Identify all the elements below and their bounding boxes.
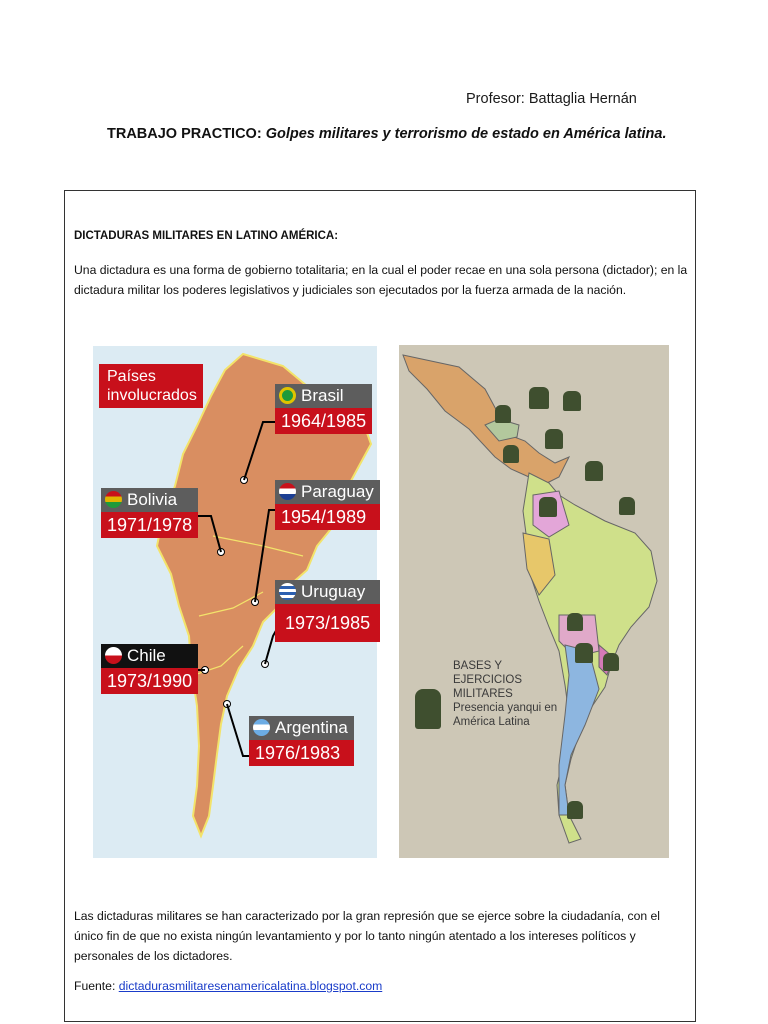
caption-line: América Latina xyxy=(453,716,530,728)
latin-america-bases-map-graphic xyxy=(399,345,669,858)
map-title-text: Países involucrados xyxy=(107,368,197,404)
country-name: Chile xyxy=(101,644,198,668)
country-chile xyxy=(101,644,198,694)
caption-line: BASES Y EJERCICIOS xyxy=(453,660,523,686)
source-label: Fuente: xyxy=(74,979,116,993)
us-bases-map xyxy=(399,345,669,858)
country-uruguay xyxy=(275,580,380,642)
uruguay-flag-icon xyxy=(279,583,296,600)
country-years: 1971/1978 xyxy=(101,512,198,538)
assignment-topic: Golpes militares y terrorismo de estado en América latina. xyxy=(265,126,667,142)
country-paraguay xyxy=(275,480,380,530)
country-name: Bolivia xyxy=(101,488,198,512)
professor-name: Profesor: Battaglia Hernán xyxy=(466,91,637,107)
soldier-icon xyxy=(567,613,583,631)
section-heading: DICTADURAS MILITARES EN LATINO AMÉRICA: xyxy=(74,230,339,242)
source-line xyxy=(74,979,382,993)
dictatorships-map xyxy=(93,346,377,858)
caption-line: MILITARES xyxy=(453,688,513,700)
soldier-icon xyxy=(567,801,583,819)
soldier-legend-icon xyxy=(415,689,441,729)
country-name: Argentina xyxy=(249,716,354,740)
soldier-icon xyxy=(529,387,549,409)
country-years: 1973/1990 xyxy=(101,668,198,694)
intro-paragraph: Una dictadura es una forma de gobierno totalitaria; en la cual el poder recae en una sola persona (dictador); en la dictadura militar los poderes legislativos y judiciales son ejecutados por la fuerza armada de la nación. xyxy=(74,263,688,297)
soldier-icon xyxy=(503,445,519,463)
bolivia-flag-icon xyxy=(105,491,122,508)
country-name: Paraguay xyxy=(275,480,380,504)
paraguay-flag-icon xyxy=(279,483,296,500)
country-argentina xyxy=(249,716,354,766)
brazil-flag-icon xyxy=(279,387,296,404)
soldier-icon xyxy=(563,391,581,411)
assignment-title xyxy=(107,124,667,144)
soldier-icon xyxy=(575,643,593,663)
assignment-label: TRABAJO PRACTICO: xyxy=(107,126,262,142)
soldier-icon xyxy=(539,497,557,517)
soldier-icon xyxy=(619,497,635,515)
country-brasil xyxy=(275,384,372,434)
soldier-icon xyxy=(585,461,603,481)
country-years: 1954/1989 xyxy=(275,504,380,530)
map-title xyxy=(99,364,203,408)
country-name: Uruguay xyxy=(275,580,380,604)
country-years: 1976/1983 xyxy=(249,740,354,766)
country-bolivia xyxy=(101,488,198,538)
caption-line: Presencia yanqui en xyxy=(453,702,558,714)
country-name: Brasil xyxy=(275,384,372,408)
conclusion-paragraph: Las dictaduras militares se han caracterizado por la gran represión que se ejerce sobre la ciudadanía, con el único fin de que no exista ningún levantamiento y por lo tanto ningún atentado a los intereses políticos y personales de los dictadores. xyxy=(74,909,661,963)
argentina-flag-icon xyxy=(253,719,270,736)
soldier-icon xyxy=(495,405,511,423)
soldier-icon xyxy=(603,653,619,671)
chile-flag-icon xyxy=(105,647,122,664)
country-years: 1973/1985 xyxy=(275,604,380,642)
source-link[interactable]: dictadurasmilitaresenamericalatina.blogspot.com xyxy=(118,979,383,993)
soldier-icon xyxy=(545,429,563,449)
map-caption xyxy=(453,659,563,729)
country-years: 1964/1985 xyxy=(275,408,372,434)
